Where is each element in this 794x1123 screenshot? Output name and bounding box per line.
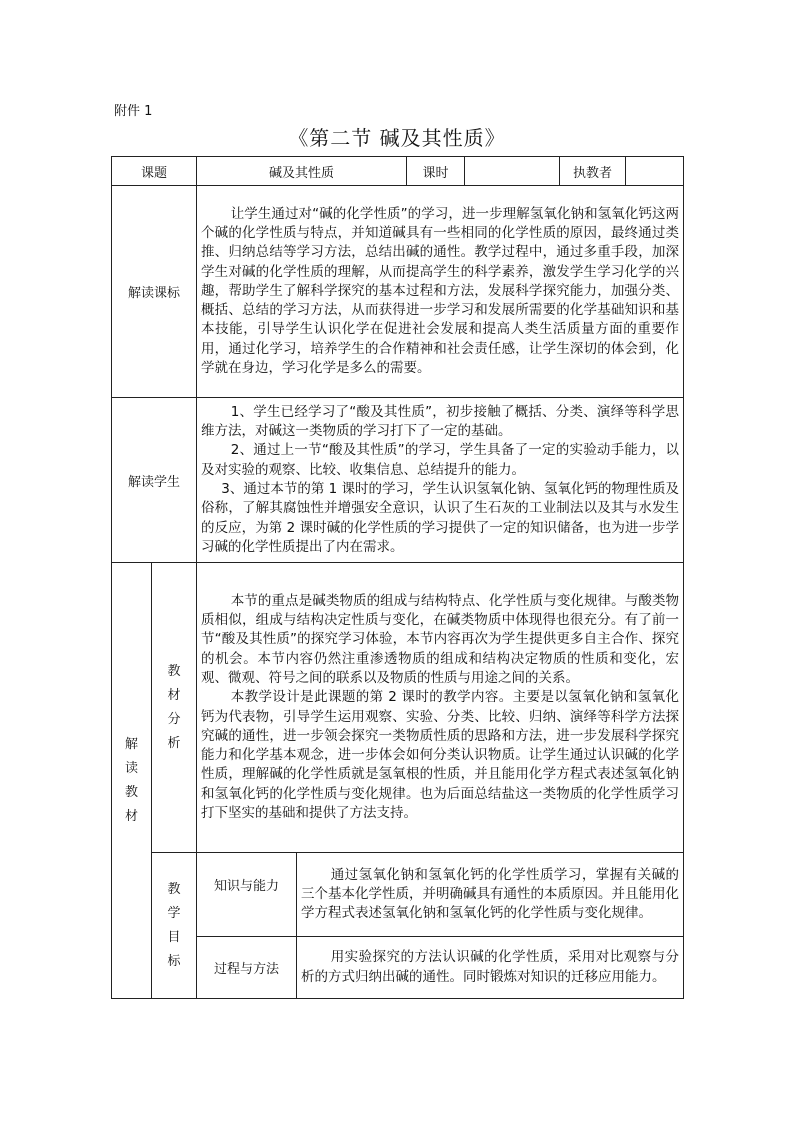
period-value (465, 157, 560, 186)
objectives-label (152, 853, 197, 999)
process-text: 用实验探究的方法认识碱的化学性质，采用对比观察与分析的方式归纳出碱的通性。同时锻炼对知识的迁移应用能力。 (301, 949, 680, 985)
objectives-label-char: 目 (167, 929, 181, 945)
lesson-plan-table (111, 156, 684, 999)
process-label: 过程与方法 (197, 937, 297, 999)
curriculum-text: 让学生通过对“碱的化学性质”的学习，进一步理解氢氧化钠和氢氧化钙这两个碱的化学性质与特点，并知道碱具有一些相同的化学性质的原因，最终通过类推、归纳总结等学习方法，总结出碱的通性。教学过程中，通过多重手段，加深学生对碱的化学性质的理解，从而提高学生的科学素养，激发学生学习化学的兴趣，帮助学生了解科学探究的基本过程和方法，发展科学探究能力，加强分类、概括、总结的学习方法，从而获得进一步学习和发展所需要的化学基础知识和基本技能，引导学生认识化学在促进社会发展和提高人类生活质量方面的重要作用，通过化学习，培养学生的合作精神和社会责任感，让学生深切的体会到，化学就在身边，学习化学是多么的需要。 (201, 205, 680, 377)
students-label: 解读学生 (112, 398, 197, 563)
knowledge-label: 知识与能力 (197, 853, 297, 937)
analysis-label-char: 分 (167, 711, 181, 727)
students-point-3: 3、通过本节的第 1 课时的学习，学生认识氢氧化钠、氢氧化钙的物理性质及俗称，了解其腐蚀性并增强安全意识，认识了生石灰的工业制法以及其与水发生的反应，为第 2 课时碱的化学性质的学习提供了一定的知识储备，也为进一步学习碱的化学性质提出了内在需求。 (201, 481, 680, 555)
materials-label (112, 563, 152, 999)
teacher-value (626, 157, 684, 186)
analysis-label (152, 563, 197, 853)
objectives-label-char: 教 (167, 881, 181, 897)
process-row (112, 937, 684, 999)
analysis-label-char: 材 (167, 687, 181, 703)
material-analysis-row (112, 563, 684, 853)
period-label: 课时 (407, 157, 465, 186)
course-value: 碱及其性质 (197, 157, 407, 186)
analysis-label-char: 教 (167, 663, 181, 679)
analysis-paragraph-1: 本节的重点是碱类物质的组成与结构特点、化学性质与变化规律。与酸类物质相似，组成与结构决定性质与变化，在碱类物质中体现得也很充分。有了前一节“酸及其性质”的探究学习体验，本节内容再次为学生提供更多自主合作、探究的机会。本节内容仍然注重渗透物质的组成和结构决定物质的性质和变化，宏观、微观、符号之间的联系以及物质的性质与用途之间的关系。 (201, 592, 680, 686)
teacher-label: 执教者 (560, 157, 626, 186)
attachment-label: 附件 1 (114, 104, 153, 119)
materials-label-char: 材 (124, 808, 138, 824)
page-title: 《第二节 碱及其性质》 (288, 126, 506, 150)
analysis-paragraph-2: 本教学设计是此课题的第 2 课时的教学内容。主要是以氢氧化钠和氢氧化钙为代表物，引导学生运用观察、实验、分类、比较、归纳、演绎等科学方法探究碱的通性，进一步领会探究一类物质性质的思路和方法，进一步发展科学探究能力和化学基本观念，进一步体会如何分类认识物质。让学生通过认识碱的化学性质，理解碱的化学性质就是氢氧根的性质，并且能用化学方程式表述氢氧化钠和氢氧化钙的化学性质与变化规律。也为后面总结盐这一类物质的化学性质学习打下坚实的基础和提供了方法支持。 (201, 689, 680, 821)
students-point-2: 2、通过上一节“酸及其性质”的学习，学生具备了一定的实验动手能力，以及对实验的观察、比较、收集信息、总结提升的能力。 (201, 442, 680, 478)
curriculum-row (112, 186, 684, 398)
knowledge-text: 通过氢氧化钠和氢氧化钙的化学性质学习，掌握有关碱的三个基本化学性质，并明确碱具有通性的本质原因。并且能用化学方程式表述氢氧化钠和氢氧化钙的化学性质与变化规律。 (301, 866, 680, 922)
analysis-label-char: 析 (167, 735, 181, 751)
students-point-1: 1、学生已经学习了“酸及其性质”，初步接触了概括、分类、演绎等科学思维方法，对碱这一类物质的学习打下了一定的基础。 (201, 403, 680, 440)
course-label: 课题 (112, 157, 197, 186)
objectives-label-char: 学 (167, 905, 181, 921)
objectives-label-char: 标 (167, 953, 181, 969)
materials-label-char: 教 (124, 784, 138, 800)
curriculum-label: 解读课标 (112, 186, 197, 398)
materials-label-char: 解 (124, 736, 138, 752)
students-row (112, 398, 684, 563)
header-row (112, 157, 684, 186)
materials-label-char: 读 (124, 760, 138, 776)
knowledge-row (112, 853, 684, 937)
